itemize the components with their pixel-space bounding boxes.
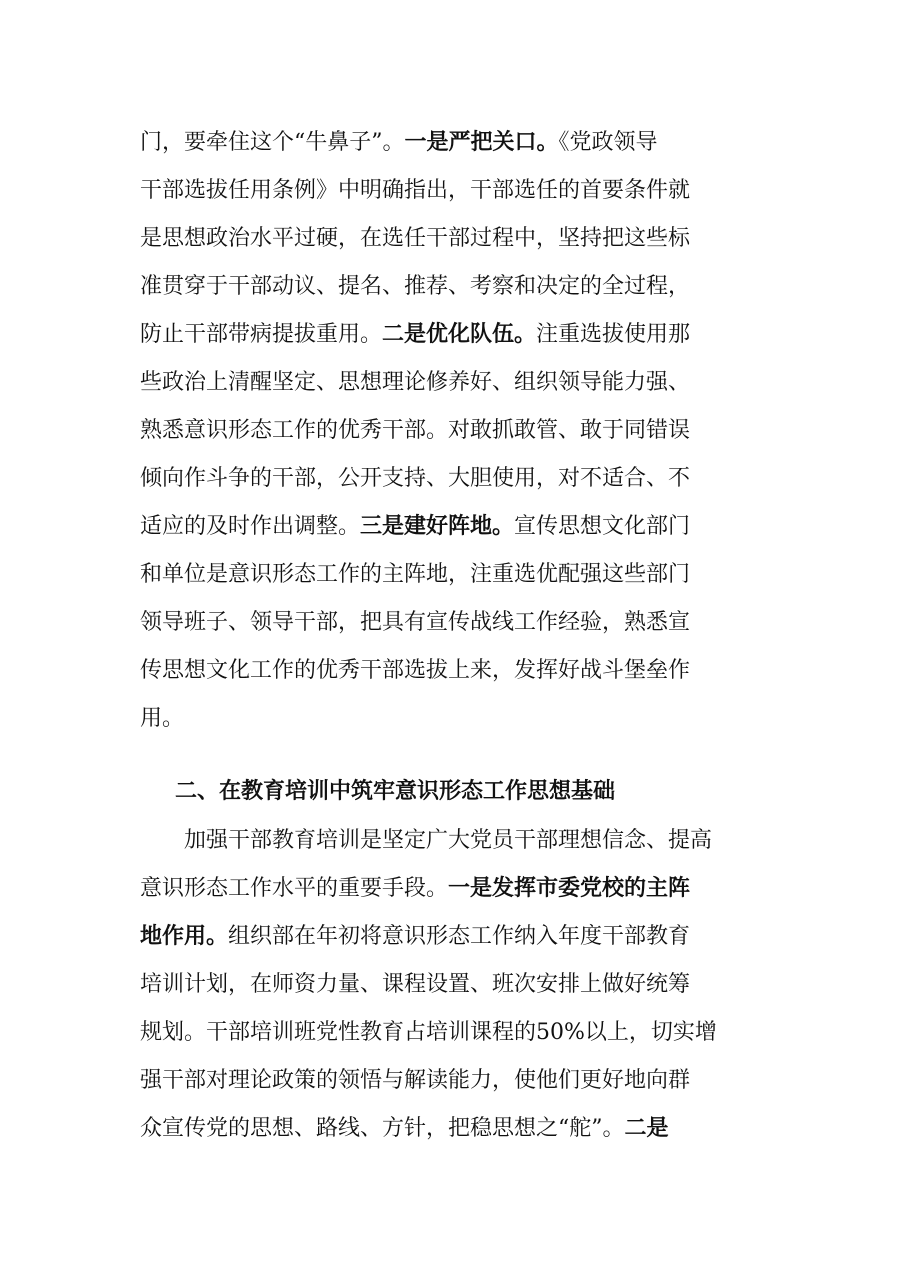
emphasis-run: 二是 bbox=[624, 1116, 669, 1141]
text-run: 《党政领导 bbox=[558, 130, 658, 155]
emphasis-run: 一是发挥市委党校的主阵 bbox=[448, 876, 691, 901]
text-run: 强干部对理论政策的领悟与解读能力，使他们更好地向群 bbox=[140, 1068, 691, 1093]
text-line bbox=[140, 865, 780, 913]
text-line bbox=[140, 503, 780, 551]
text-run: 防止干部带病提拔重用。 bbox=[140, 322, 383, 347]
text-run: 和单位是意识形态工作的主阵地，注重选优配强这些部门 bbox=[140, 562, 691, 587]
text-line bbox=[140, 599, 780, 647]
paragraph-section-2 bbox=[140, 817, 780, 1153]
text-line bbox=[140, 1009, 780, 1057]
emphasis-run: 二是优化队伍。 bbox=[382, 322, 537, 347]
text-run: 些政治上清醒坚定、思想理论修养好、组织领导能力强、 bbox=[140, 370, 691, 395]
text-line bbox=[140, 1057, 780, 1105]
text-run: 熟悉意识形态工作的优秀干部。对敢抓敢管、敢于同错误 bbox=[140, 418, 691, 443]
text-run: 领导班子、领导干部，把具有宣传战线工作经验，熟悉宣 bbox=[140, 610, 691, 635]
text-run: 规划。干部培训班党性教育占培训课程的50%以上，切实增 bbox=[140, 1020, 717, 1045]
text-line bbox=[140, 359, 780, 407]
text-line bbox=[140, 695, 780, 743]
text-line bbox=[140, 551, 780, 599]
text-run: 意识形态工作水平的重要手段。 bbox=[140, 876, 449, 901]
emphasis-run: 一是严把关口。 bbox=[404, 130, 559, 155]
text-run: 是思想政治水平过硬，在选任干部过程中，坚持把这些标 bbox=[140, 226, 691, 251]
paragraph-section-1 bbox=[140, 119, 780, 743]
text-run: 门，要牵住这个“牛鼻子”。 bbox=[140, 130, 405, 155]
text-line bbox=[140, 455, 780, 503]
text-run: 传思想文化工作的优秀干部选拔上来，发挥好战斗堡垒作 bbox=[140, 658, 691, 683]
text-run: 干部选拔任用条例》中明确指出，干部选任的首要条件就 bbox=[140, 178, 691, 203]
text-run: 注重选拔使用那 bbox=[536, 322, 691, 347]
text-run: 宣传思想文化部门 bbox=[514, 514, 691, 539]
text-run: 培训计划，在师资力量、课程设置、班次安排上做好统筹 bbox=[140, 972, 691, 997]
text-line bbox=[140, 647, 780, 695]
emphasis-run: 地作用。 bbox=[140, 924, 229, 949]
text-run: 准贯穿于干部动议、提名、推荐、考察和决定的全过程， bbox=[140, 274, 691, 299]
text-line bbox=[140, 1105, 780, 1153]
text-line bbox=[140, 167, 780, 215]
section-heading-2: 二、在教育培训中筑牢意识形态工作思想基础 bbox=[175, 778, 616, 804]
text-line bbox=[140, 913, 780, 961]
text-run: 加强干部教育培训是坚定广大党员干部理想信念、提高 bbox=[140, 828, 713, 853]
text-run: 适应的及时作出调整。 bbox=[140, 514, 361, 539]
text-run: 倾向作斗争的干部，公开支持、大胆使用，对不适合、不 bbox=[140, 466, 691, 491]
text-line bbox=[140, 263, 780, 311]
text-line bbox=[140, 119, 780, 167]
text-run: 用。 bbox=[140, 706, 185, 731]
text-run: 众宣传党的思想、路线、方针，把稳思想之“舵”。 bbox=[140, 1116, 625, 1141]
text-line bbox=[140, 407, 780, 455]
text-line bbox=[140, 311, 780, 359]
text-line bbox=[140, 817, 780, 865]
text-line bbox=[140, 215, 780, 263]
text-run: 组织部在年初将意识形态工作纳入年度干部教育 bbox=[228, 924, 691, 949]
text-line bbox=[140, 961, 780, 1009]
emphasis-run: 三是建好阵地。 bbox=[360, 514, 515, 539]
